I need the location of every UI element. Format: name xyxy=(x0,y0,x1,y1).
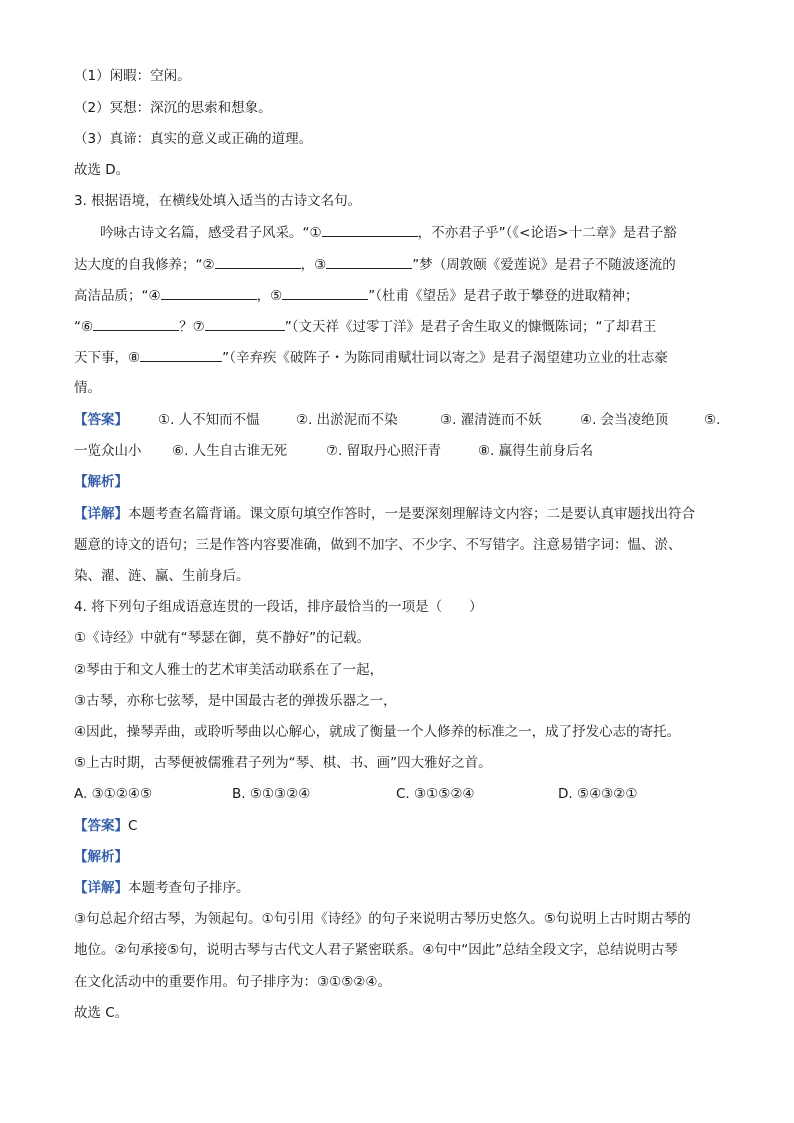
fill-blank-4[interactable] xyxy=(161,285,257,300)
fill-blank-7[interactable] xyxy=(205,316,285,331)
q4-detail-line-4: 在文化活动中的重要作用。句子排序为：③①⑤②④。 xyxy=(74,974,392,990)
q4-sentence-3: ③古琴，亦称七弦琴，是中国最古老的弹拨乐器之一， xyxy=(74,693,397,709)
fill-blank-5[interactable] xyxy=(282,285,368,300)
q4-answer-value: C xyxy=(128,818,138,834)
q4-sentence-1: ①《诗经》中就有“琴瑟在御，莫不静好”的记载。 xyxy=(74,630,371,646)
q4-sentence-2: ②琴由于和文人雅士的艺术审美活动联系在了一起， xyxy=(74,662,384,678)
detail-text: 本题考查名篇背诵。课文原句填空作答时，一是要深刻理解诗文内容；二是要认真审题找出符合 xyxy=(128,506,695,522)
fill-blank-3[interactable] xyxy=(326,254,412,269)
answer-item-4: ④. 会当凌绝顶 xyxy=(580,412,669,428)
q4-detail-line-1 xyxy=(74,878,250,898)
answer-tag: 【答案】 xyxy=(74,412,128,428)
answer-item-5: ⑤. xyxy=(704,412,721,428)
q3-text: 吟咏古诗文名篇，感受君子风采。“① xyxy=(100,225,322,241)
fill-blank-1[interactable] xyxy=(322,222,418,237)
q4-detail-line-3: 地位。②句承接⑤句，说明古琴与古代文人君子紧密联系。④句中“因此”总结全段文字，总结说明古琴 xyxy=(74,942,678,958)
option-c[interactable]: C. ③①⑤②④ xyxy=(396,786,475,802)
analysis-tag: 【解析】 xyxy=(74,474,128,490)
question-3-title: 3. 根据语境，在横线处填入适当的古诗文名句。 xyxy=(74,193,362,209)
choice-line: 故选 D。 xyxy=(74,162,130,178)
q3-detail-line-3: 染、濯、涟、赢、生前身后。 xyxy=(74,568,250,584)
answer-tag: 【答案】 xyxy=(74,818,128,834)
q3-paragraph-line-5 xyxy=(74,347,668,368)
q4-final-choice: 故选 C。 xyxy=(74,1005,129,1021)
q3-detail-line-2: 题意的诗文的语句；三是作答内容要准确，做到不加字、不少字、不写错字。注意易错字词：愠、淤、 xyxy=(74,537,682,553)
q3-text: 天下事，⑧ xyxy=(74,350,141,366)
fill-blank-8[interactable] xyxy=(140,347,222,362)
q3-text: 达大度的自我修养；“② xyxy=(74,257,215,273)
q3-text: ”（辛弃疾《破阵子・为陈同甫赋壮词以寄之》是君子渴望建功立业的壮志豪 xyxy=(222,350,668,366)
answer-item-6: ⑥. 人生自古谁无死 xyxy=(172,443,288,459)
detail-tag: 【详解】 xyxy=(74,880,128,896)
q3-paragraph-line-2 xyxy=(74,254,676,275)
answer-item-7: ⑦. 留取丹心照汗青 xyxy=(326,443,442,459)
option-b[interactable]: B. ⑤①③②④ xyxy=(232,786,311,802)
q3-paragraph-line-1 xyxy=(100,222,677,243)
q4-sentence-5: ⑤上古时期，古琴便被儒雅君子列为“琴、棋、书、画”四大雅好之首。 xyxy=(74,755,492,771)
detail-text: 本题考查句子排序。 xyxy=(128,880,250,896)
option-a[interactable]: A. ③①②④⑤ xyxy=(74,786,153,802)
fill-blank-2[interactable] xyxy=(215,254,301,269)
q3-text: ”（文天祥《过零丁洋》是君子舍生取义的慷慨陈词；“了却君王 xyxy=(284,319,657,335)
answer-item-2: ②. 出淤泥而不染 xyxy=(296,412,398,428)
q3-detail-line-1 xyxy=(74,504,695,524)
option-d[interactable]: D. ⑤④③②① xyxy=(558,786,638,802)
answer-item-5-cont: 一览众山小 xyxy=(74,443,142,459)
q3-text: ”梦（周敦颐《爱莲说》是君子不随波逐流的 xyxy=(412,257,676,273)
q3-text: ，⑤ xyxy=(256,288,283,304)
note-line-1: （1）闲暇：空闲。 xyxy=(74,68,191,84)
fill-blank-6[interactable] xyxy=(93,316,179,331)
note-line-3: （3）真谛：真实的意义或正确的道理。 xyxy=(74,131,313,147)
answer-item-3: ③. 濯清涟而不妖 xyxy=(440,412,542,428)
note-line-2: （2）冥想：深沉的思索和想象。 xyxy=(74,100,272,116)
answer-item-1: ①. 人不知而不愠 xyxy=(158,412,260,428)
q3-text: ，③ xyxy=(300,257,327,273)
q3-text: ？⑦ xyxy=(179,319,205,335)
q4-answer-line xyxy=(74,816,137,836)
q3-text: ，不亦君子乎”（《<论语>十二章》是君子豁 xyxy=(417,225,677,241)
q3-text: “⑥ xyxy=(74,319,94,335)
q3-text: 高洁品质；“④ xyxy=(74,288,161,304)
q4-sentence-4: ④因此，操琴弄曲，或聆听琴曲以心解心，就成了衡量一个人修养的标准之一，成了抒发心志的寄托。 xyxy=(74,724,681,740)
q4-detail-line-2: ③句总起介绍古琴，为领起句。①句引用《诗经》的句子来说明古琴历史悠久。⑤句说明上古时期古琴的 xyxy=(74,911,691,927)
q3-text: ”（杜甫《望岳》是君子敢于攀登的进取精神； xyxy=(368,288,639,304)
q3-paragraph-line-6: 情。 xyxy=(74,380,101,396)
q3-paragraph-line-3 xyxy=(74,285,638,306)
q3-paragraph-line-4 xyxy=(74,316,656,337)
answer-item-8: ⑧. 赢得生前身后名 xyxy=(478,443,594,459)
question-4-title: 4. 将下列句子组成语意连贯的一段话，排序最恰当的一项是（ ） xyxy=(74,599,483,615)
analysis-tag: 【解析】 xyxy=(74,849,128,865)
detail-tag: 【详解】 xyxy=(74,506,128,522)
